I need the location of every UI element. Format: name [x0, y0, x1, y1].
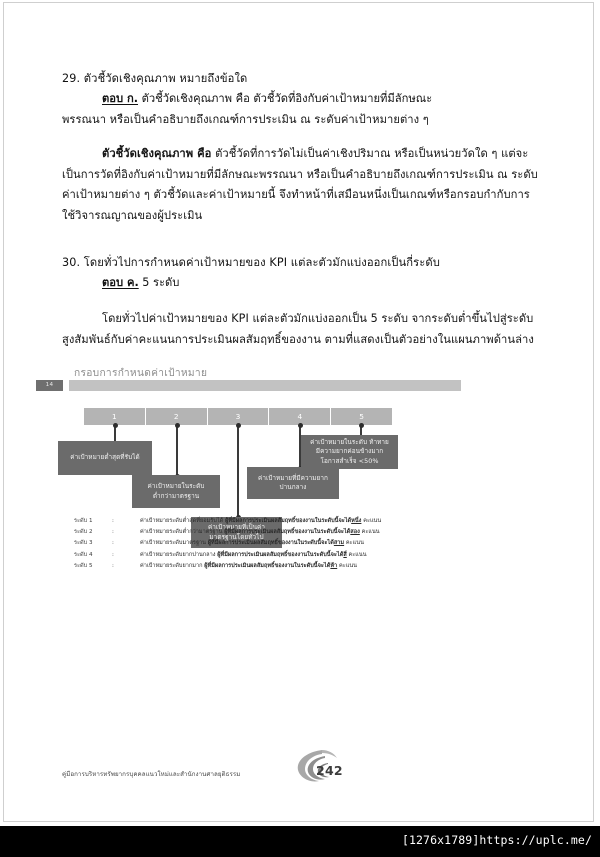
callout-box-level-2: [132, 475, 220, 508]
scale-segment-5: 5: [331, 408, 392, 425]
legend-5-bold: ผู้ที่มีผลการประเมินผลสัมฤทธิ์ของงานในระดับนี้จะได้: [204, 562, 331, 569]
callout-5-line-3: โอกาสสำเร็จ <50%: [320, 456, 379, 465]
scale-segment-4: 4: [269, 408, 331, 425]
figure-slide-number-badge: 14: [36, 380, 63, 391]
legend-5-post: คะแนน: [337, 562, 357, 569]
document-sheet: [3, 2, 594, 822]
footer-book-title: คู่มือการบริหารทรัพยากรบุคคลแนวใหม่และสำนักงานศาลยุติธรรม: [62, 771, 241, 778]
callout-3-line-1: ค่าเป้าหมายที่เป็นค่า: [207, 523, 266, 532]
legend-2-pre: ค่าเป้าหมายระดับต่ำกว่ามาตรฐาน: [140, 529, 225, 536]
question-30-heading: 30. โดยทั่วไปการกำหนดค่าเป้าหมายของ KPI แต่ละตัวมักแบ่งออกเป็นกี่ระดับ: [62, 256, 440, 269]
callout-2-line-1: ค่าเป้าหมายในระดับ: [147, 482, 205, 491]
connector-stem-2: [176, 425, 178, 477]
question-29-explanation: [62, 144, 540, 226]
question-29-explanation-rest: ตัวชี้วัดที่การวัดไม่เป็นค่าเชิงปริมาณ หรือเป็นหน่วยวัดใด ๆ แต่จะเป็นการวัดที่อิงกับค่าเป้าหมายที่มีลักษณะพรรณนา หรือเป็นคำอธิบายถึงเกณฑ์การประเมิน ณ ระดับค่าเป้าหมายต่าง ๆ ตัวชี้วัดและค่าเป้าหมายนี้ จึงทำหน้าที่เสมือนหนึ่งเป็นเกณฑ์หรือกรอบกำกับการใช้วิจารณญาณของผู้ประเมิน: [62, 147, 538, 222]
question-29-answer-line: [62, 89, 532, 110]
watermark-label: [402, 833, 592, 847]
scale-segment-2: 2: [146, 408, 208, 425]
legend-4-pre: ค่าเป้าหมายระดับยากปานกลาง: [140, 551, 218, 558]
callout-4-line-2: ปานกลาง: [279, 483, 307, 491]
figure-header-rule: [69, 380, 461, 391]
legend-row-4-colon: :: [112, 551, 114, 558]
figure-title: กรอบการกำหนดค่าเป้าหมาย: [74, 368, 208, 379]
legend-4-underline: สี่: [343, 551, 347, 558]
question-30-explanation: โดยทั่วไปค่าเป้าหมายของ KPI แต่ละตัวมักแบ่งออกเป็น 5 ระดับ จากระดับต่ำขึ้นไปสู่ระดับสูงสัมพันธ์กับค่าคะแนนการประเมินผลสัมฤทธิ์ของงาน ตามที่แสดงเป็นตัวอย่างในแผนภาพด้านล่าง: [62, 312, 534, 346]
figure-legend: [74, 517, 464, 573]
legend-row-1-text: [140, 517, 464, 525]
legend-1-bold: ผู้ที่มีผลการประเมินผลสัมฤทธิ์ของงานในระดับนี้จะได้: [225, 518, 352, 524]
question-29-answer-block: [62, 89, 532, 130]
question-30-answer-tag: ตอบ ค.: [102, 276, 139, 289]
legend-1-underline: หนึ่ง: [351, 518, 362, 524]
legend-row-3-level: ระดับ 3: [74, 540, 93, 547]
legend-3-pre: ค่าเป้าหมายระดับมาตรฐาน: [140, 540, 208, 547]
legend-4-post: คะแนน: [346, 551, 367, 558]
callout-3-line-2: มาตรฐานโดยทั่วไป: [209, 532, 264, 541]
legend-row-5-text: [140, 562, 464, 570]
legend-row-2-colon: :: [112, 529, 114, 536]
legend-2-bold: ผู้ที่มีผลการประเมินผลสัมฤทธิ์ของงานในระดับนี้จะได้: [224, 529, 351, 536]
legend-row-5: [74, 562, 464, 573]
connector-knob-4-top: [298, 423, 303, 428]
legend-row-4-text: [140, 551, 464, 559]
connector-stem-3: [237, 425, 239, 518]
legend-2-post: คะแนน: [359, 529, 380, 536]
target-framework-figure: [36, 365, 466, 577]
legend-row-5-level: ระดับ 5: [74, 562, 93, 569]
legend-row-1: [74, 517, 464, 528]
legend-row-3-colon: :: [112, 540, 114, 547]
question-30-answer-text: 5 ระดับ: [142, 276, 180, 289]
question-29-answer-tag: ตอบ ก.: [102, 92, 139, 105]
legend-row-3: [74, 539, 464, 550]
legend-row-4-level: ระดับ 4: [74, 551, 93, 558]
legend-3-post: คะแนน: [344, 540, 364, 547]
legend-5-underline: ห้า: [330, 562, 338, 569]
legend-row-2: [74, 528, 464, 539]
callout-box-level-5: [301, 435, 398, 469]
callout-2-line-2: ต่ำกว่ามาตรฐาน: [152, 491, 200, 500]
callout-5-line-1: ค่าเป้าหมายในระดับ ท้าทาย: [310, 438, 389, 447]
connector-knob-1: [113, 423, 118, 428]
callout-box-level-1: [58, 441, 152, 475]
legend-row-2-level: ระดับ 2: [74, 529, 93, 536]
legend-5-pre: ค่าเป้าหมายระดับยากมาก: [140, 562, 205, 569]
question-29-answer-continuation: พรรณนา หรือเป็นคำอธิบายถึงเกณฑ์การประเมิน ณ ระดับค่าเป้าหมายต่าง ๆ: [62, 112, 429, 126]
legend-row-1-colon: :: [112, 518, 114, 524]
legend-row-1-level: ระดับ 1: [74, 518, 93, 524]
legend-2-underline: สอง: [350, 529, 360, 536]
callout-4-line-1: ค่าเป้าหมายที่มีความยาก: [258, 473, 328, 482]
question-29-answer-text: ตัวชี้วัดเชิงคุณภาพ คือ ตัวชี้วัดที่อิงกับค่าเป้าหมายที่มีลักษณะ: [141, 92, 433, 105]
connector-knob-2-top: [175, 423, 180, 428]
question-29-heading: 29. ตัวชี้วัดเชิงคุณภาพ หมายถึงข้อใด: [62, 72, 248, 85]
connector-knob-3-top: [236, 423, 241, 428]
legend-1-post: คะแนน: [361, 518, 382, 524]
legend-row-2-text: [140, 528, 464, 536]
watermark-dimensions: [1276x1789]: [401, 833, 480, 847]
callout-5-line-2: มีความยากค่อนข้างมาก: [315, 447, 384, 456]
scale-segment-3: 3: [208, 408, 270, 425]
legend-row-3-text: [140, 539, 464, 547]
callout-box-level-4: [247, 467, 339, 499]
watermark-url: https://uplc.me/: [479, 833, 592, 847]
legend-row-5-colon: :: [112, 562, 114, 569]
footer-page-number: 242: [316, 763, 343, 778]
callout-1-line-1: ค่าเป้าหมายต่ำสุดที่รับได้: [70, 453, 140, 462]
question-30-answer-line: [62, 273, 179, 294]
legend-row-4: [74, 551, 464, 562]
legend-1-pre: ค่าเป้าหมายระดับต่ำสุดที่ยอมรับได้: [140, 518, 226, 524]
connector-knob-5: [359, 423, 364, 428]
legend-3-underline: สาม: [333, 540, 345, 547]
legend-4-bold: ผู้ที่มีผลการประเมินผลสัมฤทธิ์ของงานในระดับนี้จะได้: [217, 551, 344, 558]
legend-3-bold: ผู้ที่มีผลการประเมินผลสัมฤทธิ์ของงานในระดับนี้จะได้: [207, 540, 334, 547]
scale-segment-1: 1: [84, 408, 146, 425]
question-29-explanation-lead: ตัวชี้วัดเชิงคุณภาพ คือ: [102, 147, 212, 160]
